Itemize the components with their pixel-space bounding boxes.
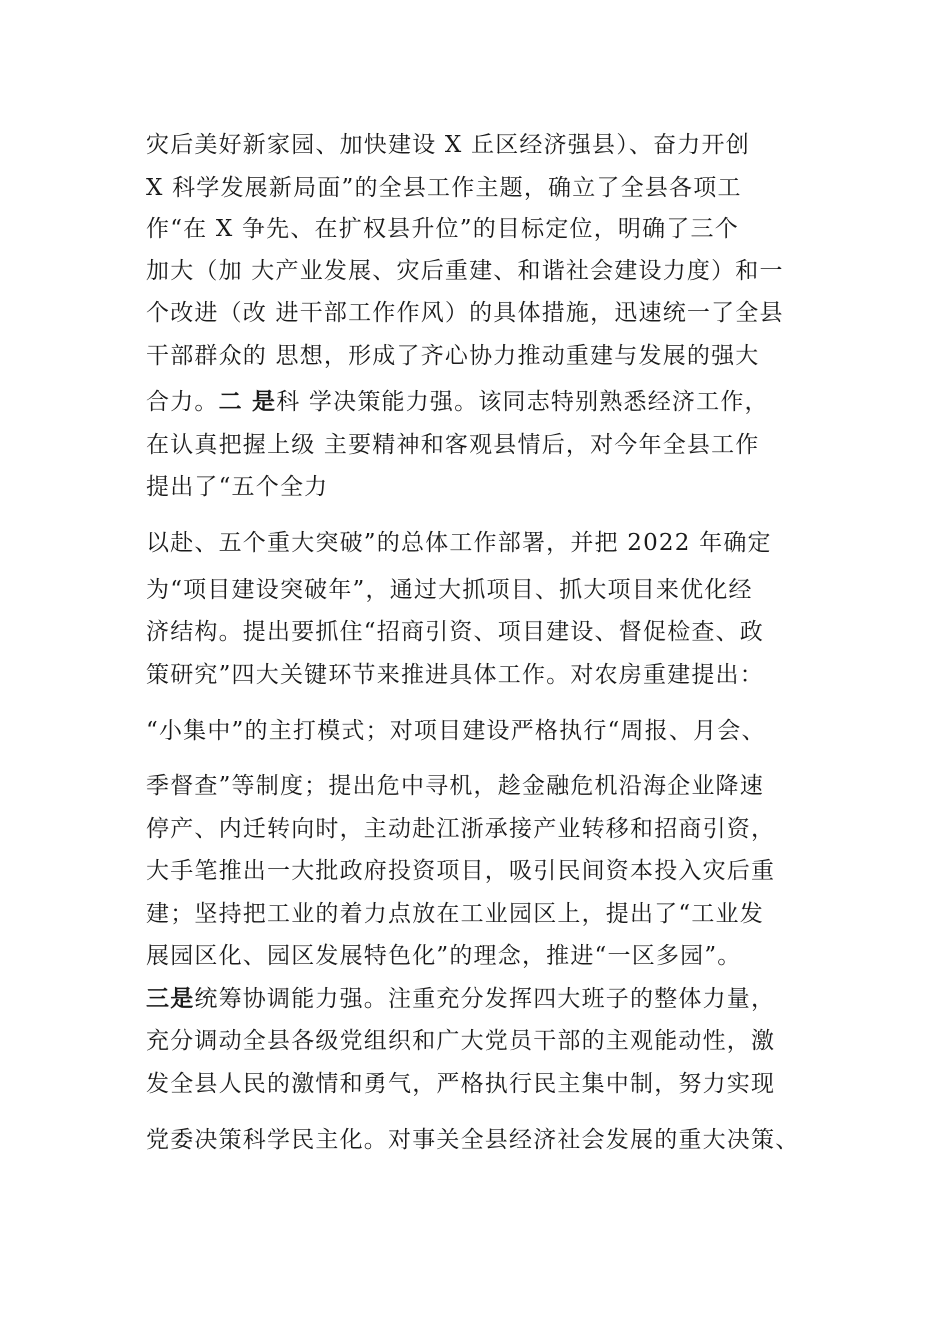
- text-line-with-bold-heading: [146, 387, 769, 417]
- text-line: 展园区化、园区发展特色化”的理念，推进“一区多园”。: [146, 943, 742, 969]
- text-line: 季督查”等制度；提出危中寻机，趁金融危机沿海企业降速: [146, 773, 764, 799]
- text-segment: 科 学决策能力强。该同志特别熟悉经济工作，: [276, 389, 769, 415]
- bold-heading: 二 是: [218, 388, 277, 415]
- text-line: X 科学发展新局面”的全县工作主题，确立了全县各项工: [146, 175, 742, 201]
- text-line: 停产、内迁转向时，主动赴江浙承接产业转移和招商引资，: [146, 816, 776, 842]
- text-line: 以赴、五个重大突破”的总体工作部署，并把 2022 年确定: [146, 530, 772, 556]
- text-line-with-bold-heading: [146, 984, 775, 1014]
- text-line: 为“项目建设突破年”，通过大抓项目、抓大项目来优化经: [146, 577, 753, 603]
- text-line: 在认真把握上级 主要精神和客观县情后，对今年全县工作: [146, 432, 760, 458]
- text-line: 提出了“五个全力: [146, 474, 329, 500]
- text-segment: 合力。: [146, 389, 219, 415]
- text-line: 大手笔推出一大批政府投资项目，吸引民间资本投入灾后重: [146, 858, 776, 884]
- text-line: 党委决策科学民主化。对事关全县经济社会发展的重大决策、: [146, 1127, 800, 1153]
- text-line: 充分调动全县各级党组织和广大党员干部的主观能动性，激: [146, 1028, 776, 1054]
- text-line: 干部群众的 思想，形成了齐心协力推动重建与发展的强大: [146, 343, 760, 369]
- text-segment: 统筹协调能力强。注重充分发挥四大班子的整体力量，: [194, 986, 776, 1012]
- text-line: 灾后美好新家园、加快建设 X 丘区经济强县）、奋力开创: [146, 132, 750, 158]
- text-line: 发全县人民的激情和勇气，严格执行民主集中制，努力实现: [146, 1071, 776, 1097]
- text-line: 济结构。提出要抓住“招商引资、项目建设、督促检查、政: [146, 619, 764, 645]
- text-line: 策研究”四大关键环节来推进具体工作。对农房重建提出：: [146, 662, 764, 688]
- text-line: 加大（加 大产业发展、灾后重建、和谐社会建设力度）和一: [146, 258, 784, 284]
- text-line: “小集中”的主打模式；对项目建设严格执行“周报、月会、: [146, 718, 766, 744]
- text-line: 建；坚持把工业的着力点放在工业园区上，提出了“工业发: [146, 901, 764, 927]
- text-line: 个改进（改 进干部工作作风）的具体措施，迅速统一了全县: [146, 300, 784, 326]
- bold-heading: 三是: [146, 985, 195, 1012]
- text-line: 作“在 X 争先、在扩权县升位”的目标定位，明确了三个: [146, 216, 739, 242]
